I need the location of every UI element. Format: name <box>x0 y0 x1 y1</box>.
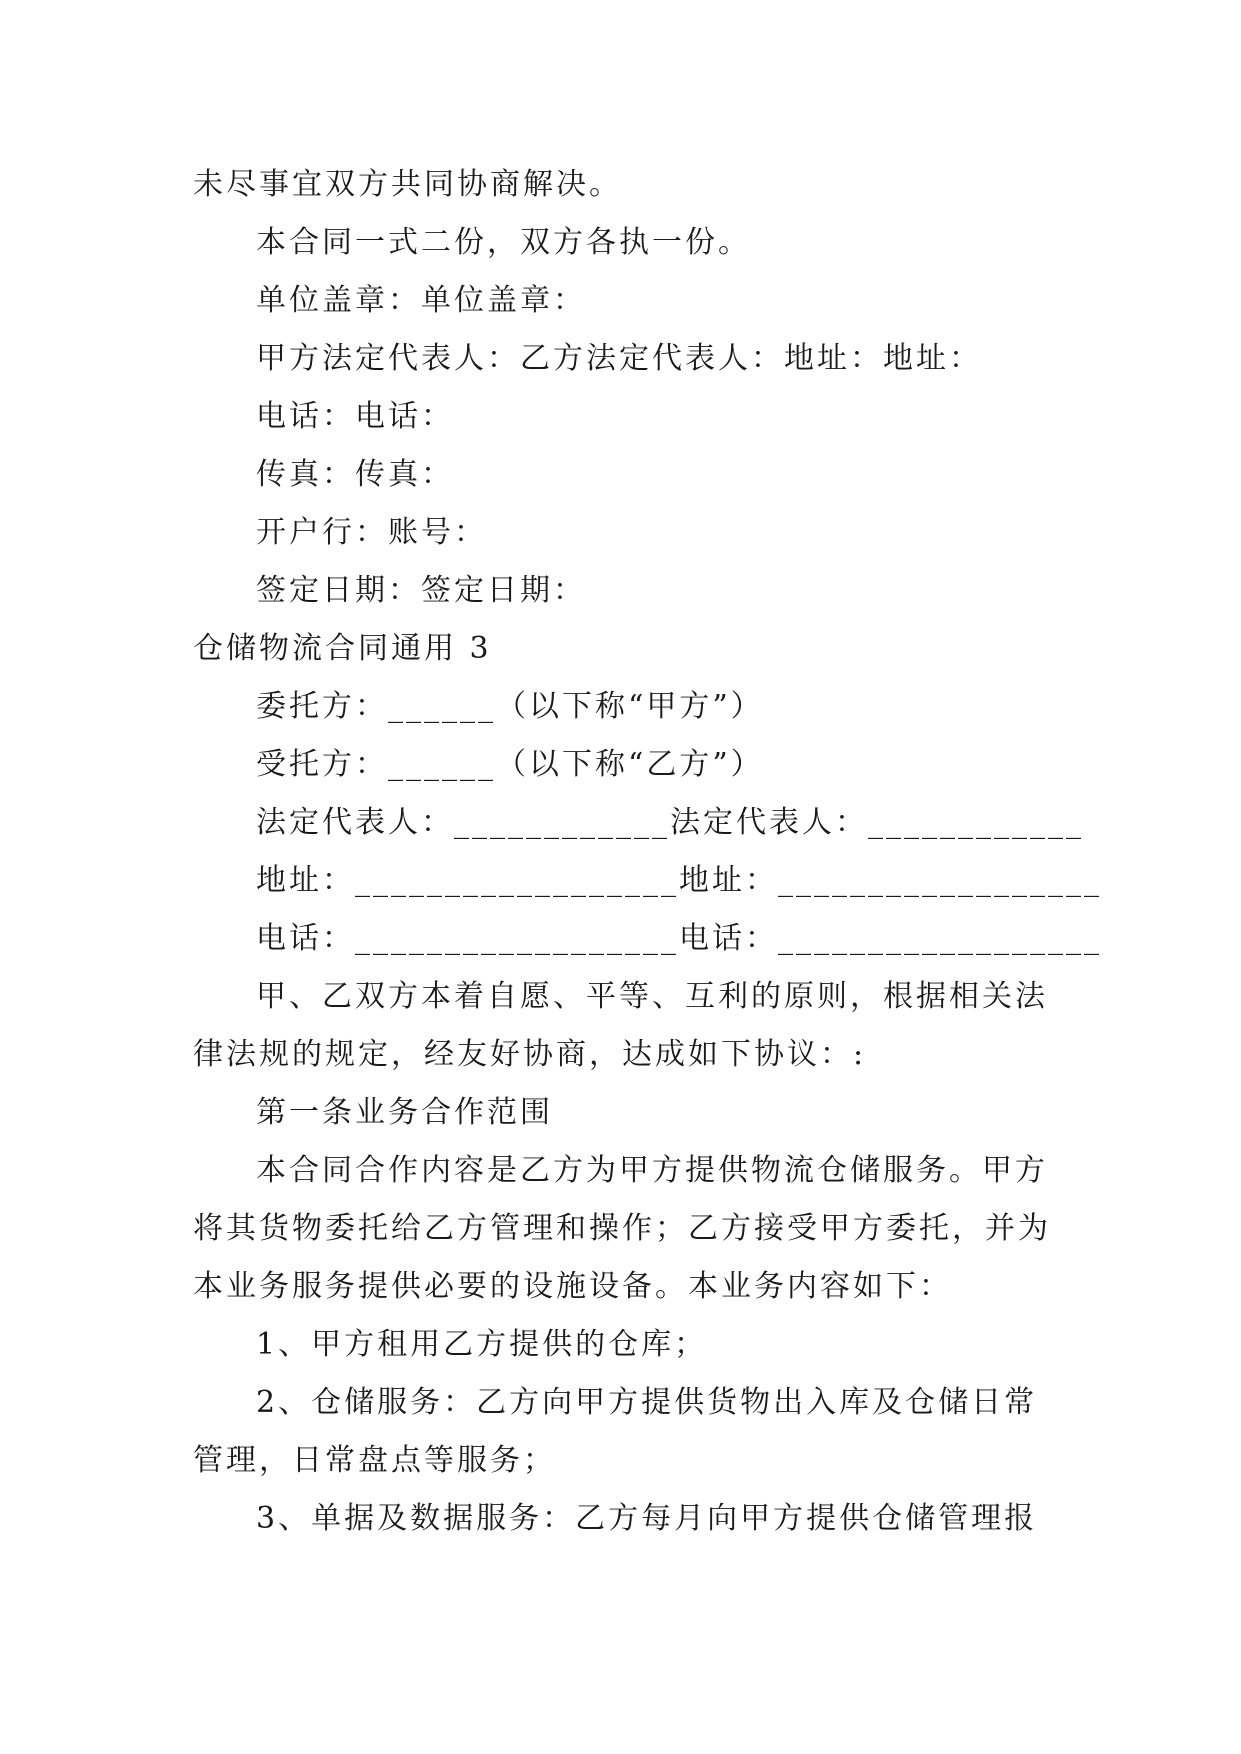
text-line: 开户行：账号： <box>256 515 487 550</box>
text-line: 甲方法定代表人：乙方法定代表人：地址：地址： <box>256 341 982 376</box>
text-line: 本合同合作内容是乙方为甲方提供物流仓储服务。甲方 <box>256 1153 1048 1188</box>
text-line: 单位盖章：单位盖章： <box>256 283 586 318</box>
text-line: 将其货物委托给乙方管理和操作；乙方接受甲方委托，并为 <box>193 1211 1051 1246</box>
text-line: 传真：传真： <box>256 457 454 492</box>
text-line: 委托方：______（以下称“甲方”） <box>256 689 764 724</box>
text-line: 律法规的规定，经友好协商，达成如下协议：: <box>193 1037 867 1072</box>
text-line: 管理，日常盘点等服务； <box>193 1443 556 1478</box>
text-line: 地址：__________________地址：__________________ <box>256 863 1102 898</box>
text-line: 签定日期：签定日期： <box>256 573 586 608</box>
text-line: 甲、乙双方本着自愿、平等、互利的原则，根据相关法 <box>256 979 1048 1014</box>
text-line: 3、单据及数据服务：乙方每月向甲方提供仓储管理报 <box>256 1501 1038 1536</box>
text-line: 本业务服务提供必要的设施设备。本业务内容如下： <box>193 1269 952 1304</box>
text-line: 第一条业务合作范围 <box>256 1095 553 1130</box>
text-line: 电话：电话： <box>256 399 454 434</box>
text-line: 2、仓储服务：乙方向甲方提供货物出入库及仓储日常 <box>256 1385 1038 1420</box>
text-line: 未尽事宜双方共同协商解决。 <box>193 167 622 202</box>
text-line: 电话：__________________电话：__________________ <box>256 921 1102 956</box>
text-line: 1、甲方租用乙方提供的仓库； <box>256 1327 708 1362</box>
text-line: 受托方：______（以下称“乙方”） <box>256 747 764 782</box>
text-line: 本合同一式二份，双方各执一份。 <box>256 225 751 260</box>
text-line: 法定代表人：____________法定代表人：____________ <box>256 805 1084 840</box>
section-heading: 仓储物流合同通用 3 <box>193 631 492 666</box>
